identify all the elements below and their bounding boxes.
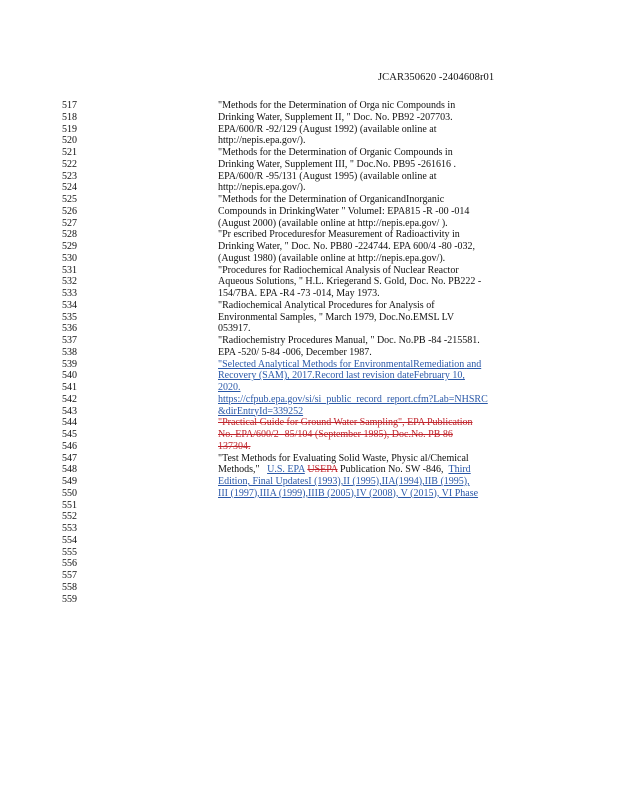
reference-line: "Radiochemical Analytical Procedures for Analysis of	[218, 299, 435, 311]
line-number: 554	[62, 534, 77, 546]
reference-line: "Radiochemistry Procedures Manual, " Doc. No.PB -84 -215581.	[218, 335, 480, 346]
line-number: 559	[62, 593, 77, 605]
line-number: 558	[62, 581, 77, 593]
reference-line: "Methods for the Determination of Organic Compounds in	[218, 147, 453, 158]
inserted-text: U.S. EPA	[267, 464, 305, 476]
line-number: 556	[62, 558, 77, 570]
deleted-reference-line: No. EPA/600/2 -85/104 (September 1985), Doc.No. PB 86	[218, 429, 453, 440]
reference-line: Aqueous Solutions, " H.L. Kriegerand S. Gold, Doc. No. PB222 -	[218, 276, 482, 288]
inserted-reference-entry	[218, 359, 536, 418]
line-number: 525	[62, 194, 77, 205]
line-number: 537	[62, 335, 77, 346]
line-number: 530	[62, 252, 77, 264]
line-number: 531	[62, 264, 77, 276]
reference-entry	[218, 100, 536, 147]
inserted-reference-line: III (1997),IIIA (1999),IIIB (2005),IV (2008), V (2015), VI Phase	[218, 487, 479, 499]
reference-line: Drinking Water, Supplement II, " Doc. No. PB92 -207703.	[218, 111, 453, 123]
line-number: 521	[62, 147, 77, 158]
reference-line: http://nepis.epa.gov/).	[218, 182, 306, 194]
line-number: 528	[62, 229, 77, 241]
line-number: 523	[62, 170, 77, 182]
line-number: 532	[62, 276, 77, 288]
deleted-reference-line: 137304.	[218, 440, 251, 452]
line-number: 548	[62, 464, 77, 476]
line-number: 522	[62, 158, 77, 170]
reference-line: "Test Methods for Evaluating Solid Waste, Physic al/Chemical	[218, 452, 469, 464]
line-number: 549	[62, 476, 77, 487]
reference-line: http://nepis.epa.gov/).	[218, 135, 306, 147]
line-number: 533	[62, 288, 77, 299]
reference-text: Methods,"	[218, 464, 260, 476]
document-id-header: JCAR350620 -2404608r01	[378, 72, 495, 83]
line-number: 543	[62, 405, 77, 417]
reference-url-link[interactable]: https://cfpub.epa.gov/si/si_public_record_report.cfm?Lab=NHSRC	[218, 393, 488, 405]
line-number: 552	[62, 511, 77, 523]
reference-entry	[218, 265, 536, 300]
line-number: 529	[62, 241, 77, 252]
line-number: 517	[62, 100, 77, 111]
reference-line: 154/7BA. EPA -R4 -73 -014, May 1973.	[218, 288, 380, 299]
line-number: 540	[62, 370, 77, 382]
inserted-text: and	[466, 358, 482, 370]
line-number: 546	[62, 440, 77, 452]
line-number: 541	[62, 382, 77, 393]
inserted-reference-line: 2020.	[218, 382, 241, 393]
reference-line: "Methods for the Determination of OrganicandInorganic	[218, 194, 445, 205]
reference-url-link[interactable]: &dirEntryId=339252	[218, 405, 304, 417]
line-number: 547	[62, 452, 77, 464]
line-number: 555	[62, 546, 77, 558]
line-number: 545	[62, 429, 77, 440]
line-number: 551	[62, 499, 77, 511]
reference-line: 053917.	[218, 323, 251, 335]
line-number: 553	[62, 523, 77, 534]
line-number: 526	[62, 205, 77, 217]
reference-line: Drinking Water, Supplement III, " Doc.No. PB95 -261616 .	[218, 158, 456, 170]
reference-line: (August 2000) (available online at http://nepis.epa.gov/ ).	[218, 217, 448, 229]
reference-entry	[218, 194, 536, 229]
line-number: 524	[62, 182, 77, 194]
line-number-column	[62, 100, 102, 605]
line-number: 550	[62, 487, 77, 499]
inserted-reference-line	[218, 359, 536, 371]
reference-line: EPA/600/R -92/129 (August 1992) (available online at	[218, 123, 437, 135]
reference-line: "Methods for the Determination of Orga nic Compounds in	[218, 100, 456, 111]
reference-line: EPA -520/ 5-84 -006, December 1987.	[218, 346, 372, 358]
reference-list	[218, 100, 536, 500]
reference-text: Publication No. SW -846,	[340, 464, 444, 476]
line-number: 544	[62, 417, 77, 429]
reference-line: Environmental Samples, " March 1979, Doc.No.EMSL LV	[218, 311, 455, 323]
inserted-text: Third	[448, 464, 471, 476]
line-number: 535	[62, 311, 77, 323]
line-number: 518	[62, 111, 77, 123]
reference-line: "Procedures for Radiochemical Analysis of Nuclear Reactor	[218, 264, 459, 276]
reference-entry	[218, 147, 536, 194]
reference-entry	[218, 335, 536, 359]
reference-line: Drinking Water, " Doc. No. PB80 -224744. EPA 600/4 -80 -032,	[218, 241, 476, 252]
reference-entry	[218, 453, 536, 500]
reference-line: (August 1980) (available online at http://nepis.epa.gov/).	[218, 252, 446, 264]
reference-entry	[218, 300, 536, 335]
line-number: 520	[62, 135, 77, 147]
inserted-text: "Selected Analytical Methods for EnvironmentalRemediation	[218, 358, 465, 370]
line-number: 539	[62, 358, 77, 370]
line-number: 534	[62, 299, 77, 311]
reference-entry	[218, 229, 536, 264]
deleted-reference-line: "Practical Guide for Ground Water Sampling", EPA Publication	[218, 417, 473, 429]
reference-line: "Pr escribed Proceduresfor Measurement of Radioactivity in	[218, 229, 460, 241]
line-number: 527	[62, 217, 77, 229]
line-number: 538	[62, 346, 77, 358]
inserted-reference-line: Edition, Final UpdatesI (1993),II (1995),IIA(1994),IIB (1995),	[218, 476, 470, 487]
deleted-text: USEPA	[307, 464, 338, 476]
deleted-reference-entry	[218, 417, 536, 452]
line-number: 557	[62, 570, 77, 581]
reference-line: EPA/600/R -95/131 (August 1995) (available online at	[218, 170, 437, 182]
line-number: 519	[62, 123, 77, 135]
line-number: 536	[62, 323, 77, 335]
inserted-reference-line: Recovery (SAM), 2017.Record last revision dateFebruary 10,	[218, 370, 465, 382]
reference-line	[218, 464, 536, 476]
reference-line: Compounds in DrinkingWater " VolumeI: EPA815 -R -00 -014	[218, 205, 470, 217]
line-number: 542	[62, 393, 77, 405]
